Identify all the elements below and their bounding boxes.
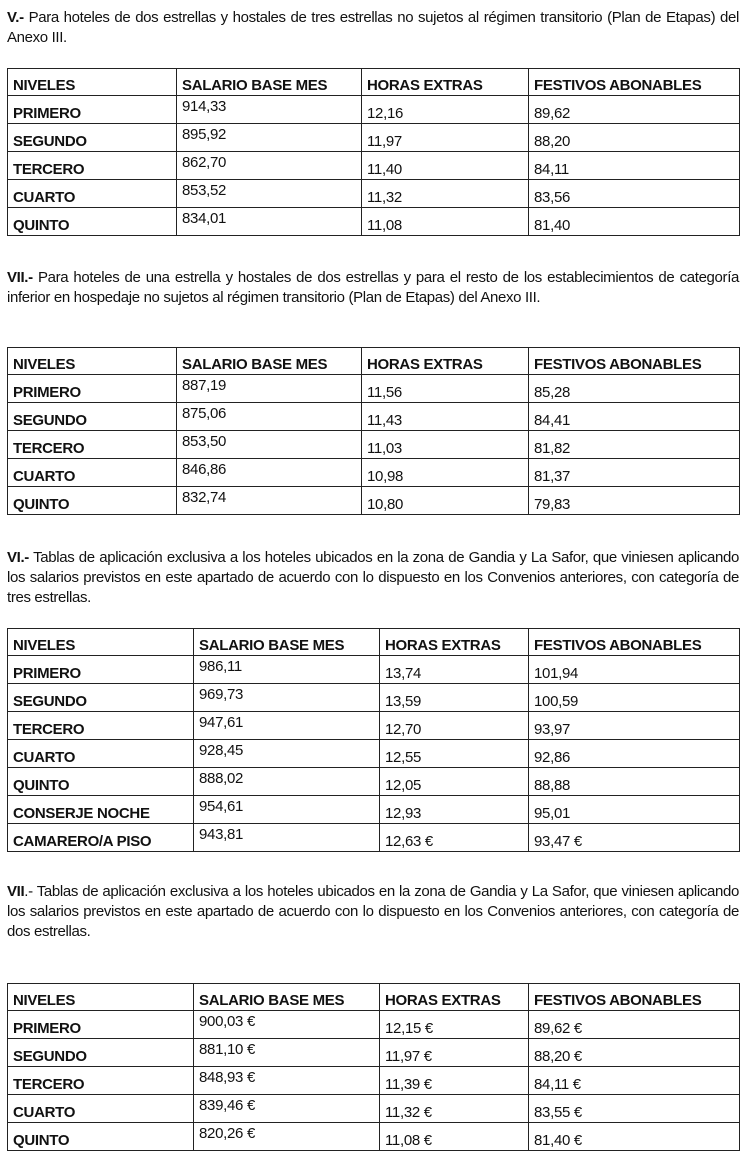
- overtime-cell: 12,70: [380, 712, 529, 740]
- table-row: [8, 1095, 740, 1123]
- overtime-cell: 11,56: [362, 375, 529, 403]
- table-row: [8, 459, 740, 487]
- salary-table: [7, 628, 740, 852]
- column-header: SALARIO BASE MES: [177, 69, 362, 96]
- section-intro-paragraph: [7, 882, 739, 942]
- level-name: PRIMERO: [8, 96, 177, 124]
- section-intro-paragraph: [7, 548, 739, 608]
- table-row: [8, 208, 740, 236]
- column-header: HORAS EXTRAS: [362, 69, 529, 96]
- section-text: Tablas de aplicación exclusiva a los hoteles ubicados en la zona de Gandia y La Safor, que viniesen aplicando los salarios previstos en este apartado de acuerdo con lo dispuesto en los Convenios anteriores, con categoría de tres estrellas.: [7, 549, 739, 606]
- base-salary-cell: 954,61: [194, 796, 380, 824]
- table-row: [8, 487, 740, 515]
- level-name: QUINTO: [8, 208, 177, 236]
- table-header-row: [8, 629, 740, 656]
- overtime-cell: 11,08 €: [380, 1123, 529, 1151]
- holiday-pay-cell: 100,59: [529, 684, 740, 712]
- overtime-cell: 11,03: [362, 431, 529, 459]
- holiday-pay-cell: 88,20: [529, 124, 740, 152]
- base-salary-cell: 848,93 €: [194, 1067, 380, 1095]
- table-row: [8, 180, 740, 208]
- column-header: HORAS EXTRAS: [362, 348, 529, 375]
- holiday-pay-cell: 93,47 €: [529, 824, 740, 852]
- holiday-pay-cell: 92,86: [529, 740, 740, 768]
- table-header-row: [8, 69, 740, 96]
- table-row: [8, 824, 740, 852]
- level-name: CAMARERO/A PISO: [8, 824, 194, 852]
- table-row: [8, 1011, 740, 1039]
- salary-table: [7, 347, 740, 515]
- base-salary-cell: 881,10 €: [194, 1039, 380, 1067]
- column-header: SALARIO BASE MES: [194, 984, 380, 1011]
- level-name: TERCERO: [8, 431, 177, 459]
- overtime-cell: 13,74: [380, 656, 529, 684]
- salary-table: [7, 983, 740, 1151]
- column-header: SALARIO BASE MES: [194, 629, 380, 656]
- base-salary-cell: 846,86: [177, 459, 362, 487]
- level-name: CUARTO: [8, 459, 177, 487]
- section-text: Tablas de aplicación exclusiva a los hoteles ubicados en la zona de Gandia y La Safor, que viniesen aplicando los salarios previstos en este apartado de acuerdo con lo dispuesto en los Convenios anteriores, con categoría de dos estrellas.: [7, 883, 739, 940]
- holiday-pay-cell: 81,40: [529, 208, 740, 236]
- level-name: QUINTO: [8, 1123, 194, 1151]
- table-row: [8, 656, 740, 684]
- table-row: [8, 96, 740, 124]
- column-header: FESTIVOS ABONABLES: [529, 984, 740, 1011]
- section-number-suffix: .-: [24, 883, 33, 900]
- base-salary-cell: 875,06: [177, 403, 362, 431]
- overtime-cell: 11,32 €: [380, 1095, 529, 1123]
- holiday-pay-cell: 89,62: [529, 96, 740, 124]
- level-name: CONSERJE NOCHE: [8, 796, 194, 824]
- table-header-row: [8, 984, 740, 1011]
- holiday-pay-cell: 95,01: [529, 796, 740, 824]
- overtime-cell: 11,39 €: [380, 1067, 529, 1095]
- table-header-row: [8, 348, 740, 375]
- base-salary-cell: 914,33: [177, 96, 362, 124]
- holiday-pay-cell: 88,88: [529, 768, 740, 796]
- holiday-pay-cell: 101,94: [529, 656, 740, 684]
- holiday-pay-cell: 83,55 €: [529, 1095, 740, 1123]
- level-name: TERCERO: [8, 152, 177, 180]
- section-number: VI.-: [7, 549, 29, 566]
- base-salary-cell: 969,73: [194, 684, 380, 712]
- holiday-pay-cell: 81,37: [529, 459, 740, 487]
- level-name: PRIMERO: [8, 656, 194, 684]
- section-number: VII: [7, 883, 25, 900]
- section-text: Para hoteles de una estrella y hostales de dos estrellas y para el resto de los establecimientos de categoría inferior en hospedaje no sujetos al régimen transitorio (Plan de Etapas) del Anexo III.: [7, 269, 739, 306]
- section-intro-paragraph: [7, 8, 739, 48]
- base-salary-cell: 900,03 €: [194, 1011, 380, 1039]
- level-name: CUARTO: [8, 1095, 194, 1123]
- column-header: FESTIVOS ABONABLES: [529, 69, 740, 96]
- level-name: TERCERO: [8, 712, 194, 740]
- overtime-cell: 11,32: [362, 180, 529, 208]
- level-name: PRIMERO: [8, 1011, 194, 1039]
- base-salary-cell: 928,45: [194, 740, 380, 768]
- overtime-cell: 12,93: [380, 796, 529, 824]
- level-name: TERCERO: [8, 1067, 194, 1095]
- base-salary-cell: 853,52: [177, 180, 362, 208]
- base-salary-cell: 947,61: [194, 712, 380, 740]
- base-salary-cell: 943,81: [194, 824, 380, 852]
- table-row: [8, 740, 740, 768]
- column-header: FESTIVOS ABONABLES: [529, 348, 740, 375]
- holiday-pay-cell: 93,97: [529, 712, 740, 740]
- table-row: [8, 152, 740, 180]
- holiday-pay-cell: 85,28: [529, 375, 740, 403]
- holiday-pay-cell: 84,11 €: [529, 1067, 740, 1095]
- level-name: SEGUNDO: [8, 684, 194, 712]
- section-intro-paragraph: [7, 268, 739, 308]
- level-name: PRIMERO: [8, 375, 177, 403]
- section-number: V.-: [7, 9, 24, 26]
- level-name: SEGUNDO: [8, 1039, 194, 1067]
- holiday-pay-cell: 89,62 €: [529, 1011, 740, 1039]
- table-row: [8, 1039, 740, 1067]
- column-header: SALARIO BASE MES: [177, 348, 362, 375]
- overtime-cell: 12,63 €: [380, 824, 529, 852]
- section-number: VII.-: [7, 269, 33, 286]
- overtime-cell: 10,80: [362, 487, 529, 515]
- holiday-pay-cell: 84,41: [529, 403, 740, 431]
- base-salary-cell: 895,92: [177, 124, 362, 152]
- base-salary-cell: 862,70: [177, 152, 362, 180]
- overtime-cell: 11,40: [362, 152, 529, 180]
- holiday-pay-cell: 79,83: [529, 487, 740, 515]
- salary-table: [7, 68, 740, 236]
- column-header: NIVELES: [8, 69, 177, 96]
- holiday-pay-cell: 88,20 €: [529, 1039, 740, 1067]
- overtime-cell: 12,15 €: [380, 1011, 529, 1039]
- base-salary-cell: 834,01: [177, 208, 362, 236]
- column-header: FESTIVOS ABONABLES: [529, 629, 740, 656]
- base-salary-cell: 986,11: [194, 656, 380, 684]
- holiday-pay-cell: 81,82: [529, 431, 740, 459]
- overtime-cell: 12,16: [362, 96, 529, 124]
- level-name: SEGUNDO: [8, 124, 177, 152]
- level-name: SEGUNDO: [8, 403, 177, 431]
- table-row: [8, 375, 740, 403]
- table-row: [8, 124, 740, 152]
- column-header: HORAS EXTRAS: [380, 629, 529, 656]
- column-header: NIVELES: [8, 629, 194, 656]
- table-row: [8, 768, 740, 796]
- overtime-cell: 11,97: [362, 124, 529, 152]
- overtime-cell: 11,08: [362, 208, 529, 236]
- table-row: [8, 712, 740, 740]
- level-name: CUARTO: [8, 740, 194, 768]
- level-name: CUARTO: [8, 180, 177, 208]
- table-row: [8, 1067, 740, 1095]
- column-header: NIVELES: [8, 348, 177, 375]
- base-salary-cell: 832,74: [177, 487, 362, 515]
- level-name: QUINTO: [8, 487, 177, 515]
- base-salary-cell: 820,26 €: [194, 1123, 380, 1151]
- overtime-cell: 11,43: [362, 403, 529, 431]
- level-name: QUINTO: [8, 768, 194, 796]
- overtime-cell: 12,05: [380, 768, 529, 796]
- table-row: [8, 1123, 740, 1151]
- section-text: Para hoteles de dos estrellas y hostales de tres estrellas no sujetos al régimen transitorio (Plan de Etapas) del Anexo III.: [7, 9, 739, 46]
- column-header: HORAS EXTRAS: [380, 984, 529, 1011]
- overtime-cell: 13,59: [380, 684, 529, 712]
- base-salary-cell: 887,19: [177, 375, 362, 403]
- table-row: [8, 684, 740, 712]
- base-salary-cell: 853,50: [177, 431, 362, 459]
- holiday-pay-cell: 84,11: [529, 152, 740, 180]
- table-row: [8, 403, 740, 431]
- table-row: [8, 796, 740, 824]
- base-salary-cell: 839,46 €: [194, 1095, 380, 1123]
- holiday-pay-cell: 83,56: [529, 180, 740, 208]
- base-salary-cell: 888,02: [194, 768, 380, 796]
- overtime-cell: 10,98: [362, 459, 529, 487]
- column-header: NIVELES: [8, 984, 194, 1011]
- overtime-cell: 11,97 €: [380, 1039, 529, 1067]
- overtime-cell: 12,55: [380, 740, 529, 768]
- table-row: [8, 431, 740, 459]
- holiday-pay-cell: 81,40 €: [529, 1123, 740, 1151]
